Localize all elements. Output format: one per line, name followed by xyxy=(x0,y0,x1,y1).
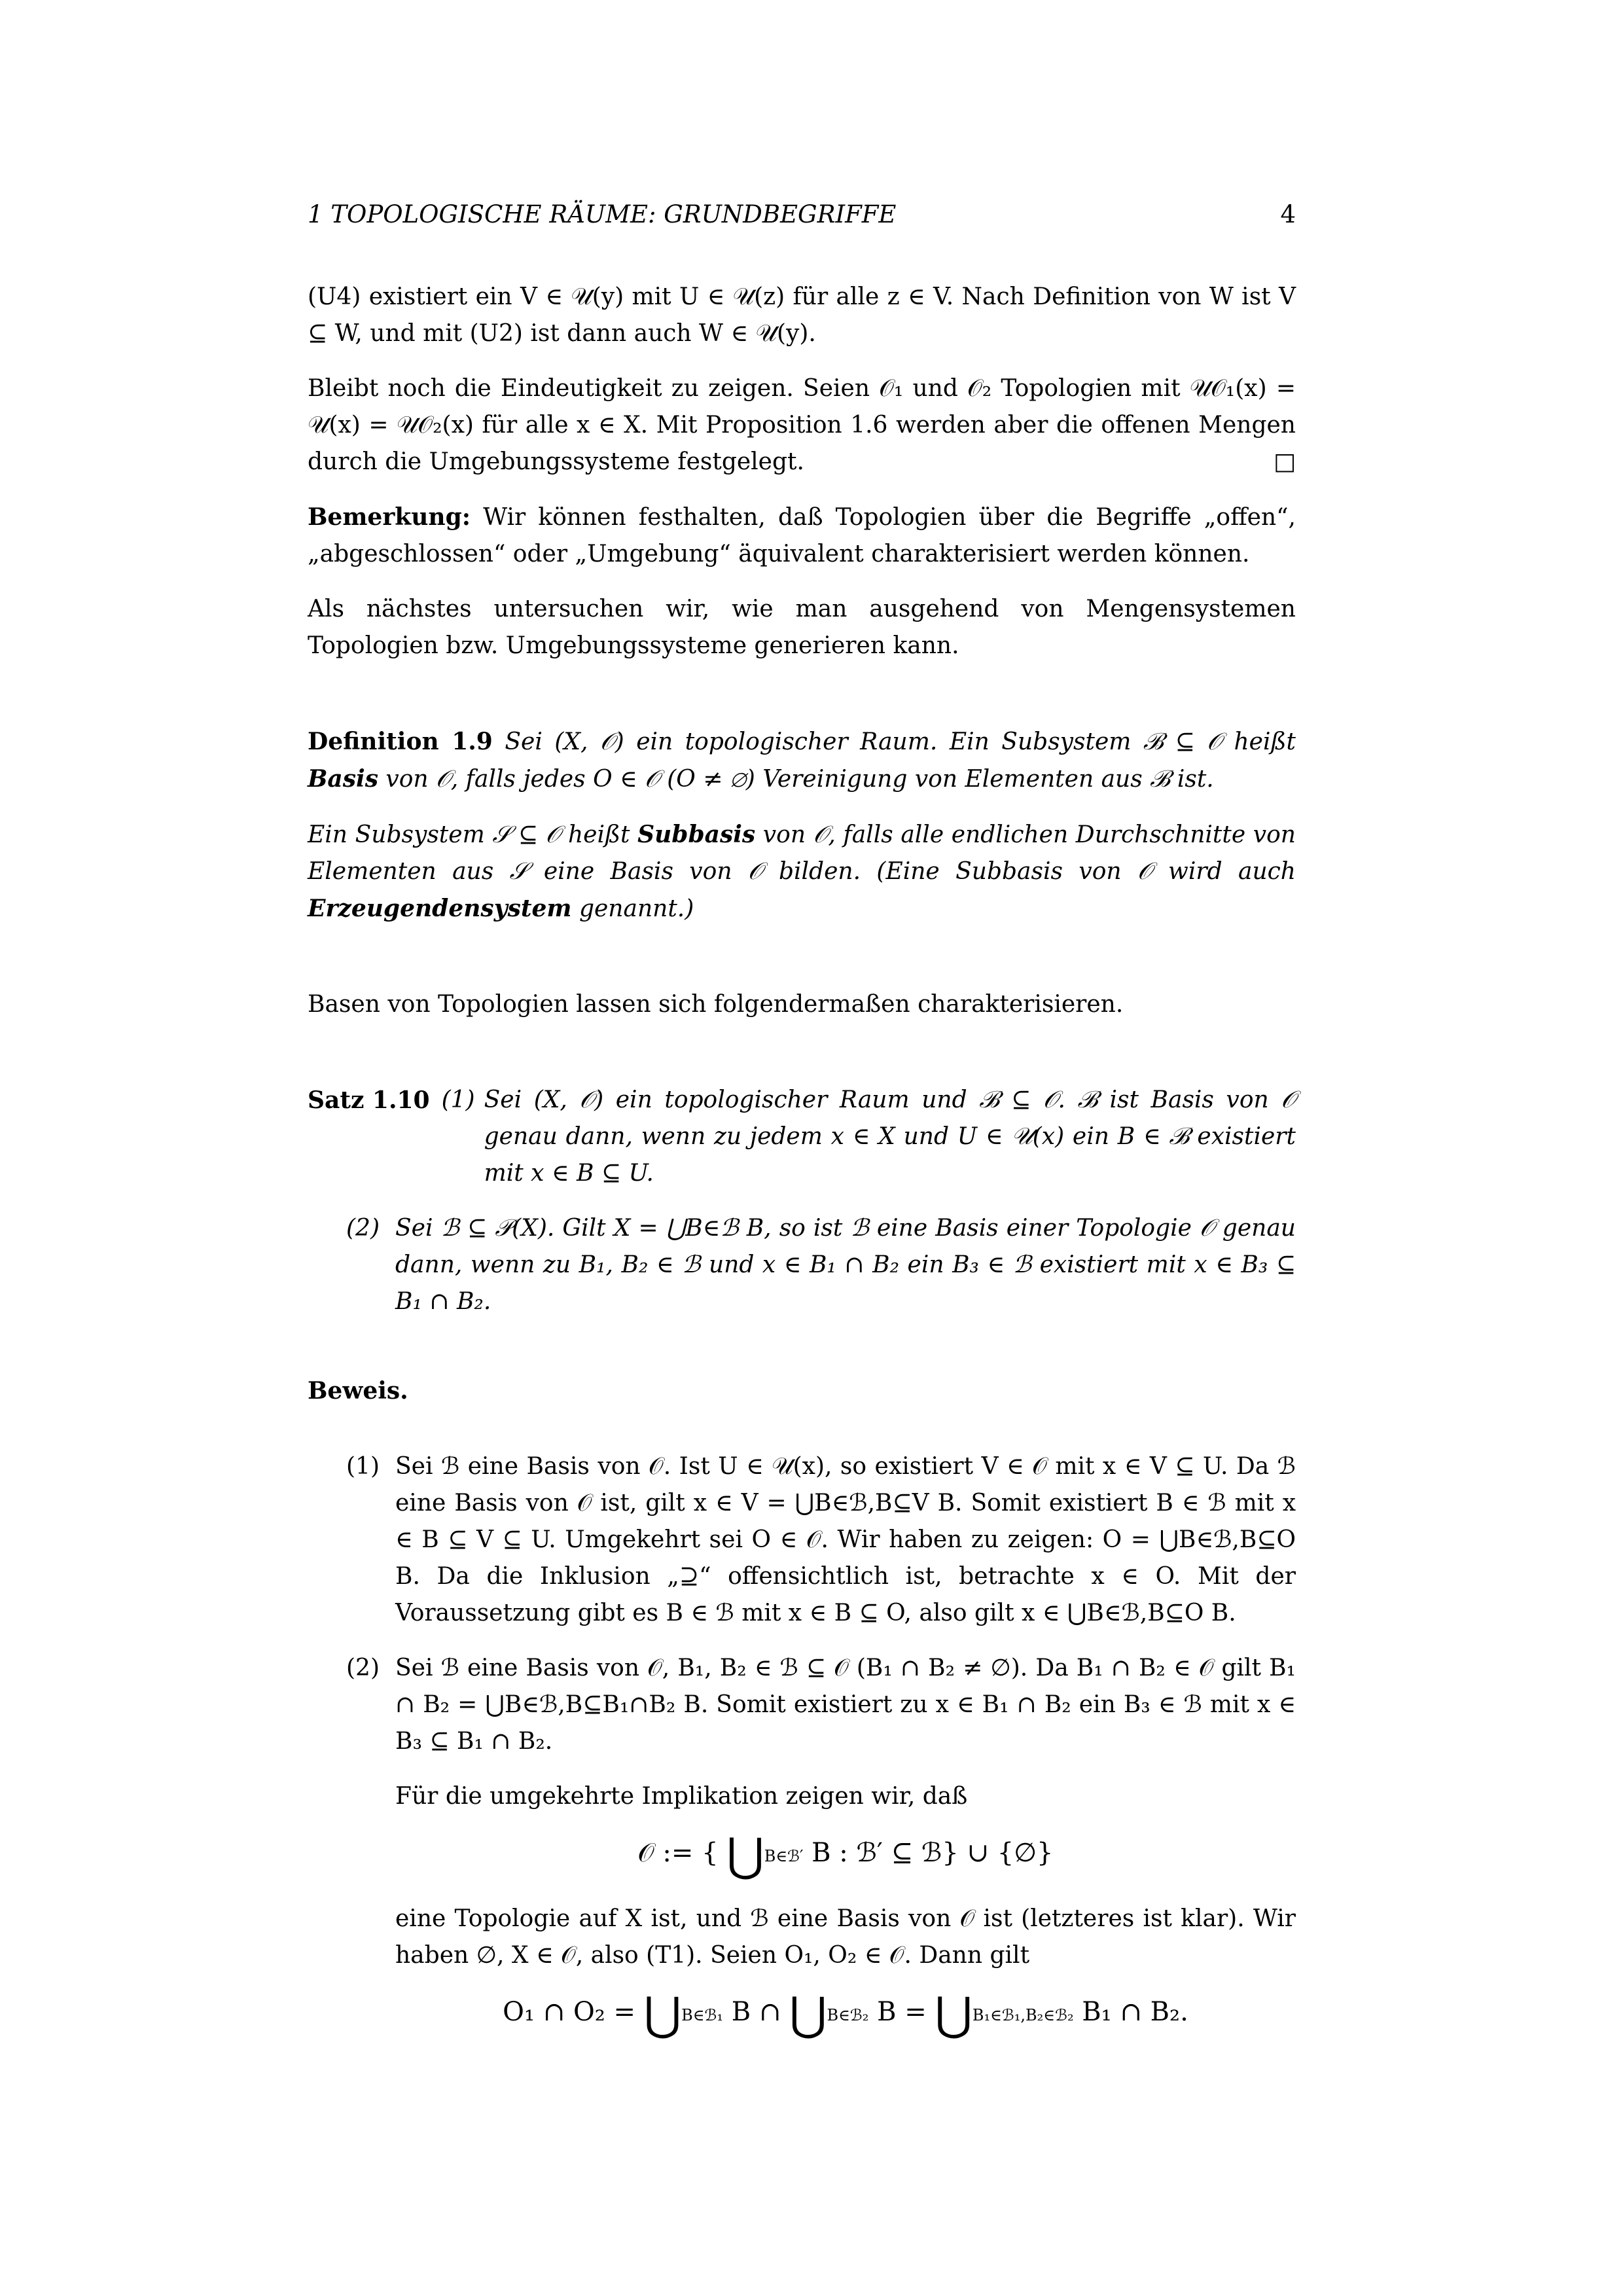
equation-1: 𝒪 := { ⋃B∈ℬ′ B : ℬ′ ⊆ ℬ} ∪ {∅} xyxy=(637,1828,1054,1882)
paragraph: Basen von Topologien lassen sich folgendermaßen charakterisieren. xyxy=(308,991,1124,1018)
proof-item: (2) Sei ℬ eine Basis von 𝒪, B₁, B₂ ∈ ℬ ⊆ 𝒪 (B₁ ∩ B₂ ≠ ∅). Da B₁ ∩ B₂ ∈ 𝒪 gilt B₁ ∩ B₂ = ⋃B∈ℬ,B⊆B₁∩B₂ B. Somit existiert zu x ∈ B₁ ∩ B₂ ein B₃ ∈ ℬ mit x ∈ B₃ ⊆ B₁ ∩ B₂. Für die umgekehrte Implikation zeigen wir, daß 𝒪 := { ⋃B∈ℬ′ B : ℬ′ ⊆ ℬ} ∪ {∅} eine Topologie auf X ist, und ℬ eine Basis von 𝒪 ist (letzteres ist klar). Wir haben ∅, X ∈ 𝒪, also (T1). Seien O₁, O₂ ∈ 𝒪. Dann gilt O₁ ∩ O₂ = ⋃B∈ℬ₁ B ∩ ⋃B∈ℬ₂ B = ⋃B₁∈ℬ₁,B₂∈ℬ₂ B₁ ∩ B₂. xyxy=(346,1655,1296,2041)
running-header xyxy=(308,196,1296,233)
paragraph: Als nächstes untersuchen wir, wie man ausgehend von Mengensystemen Topologien bzw. Umgebungssysteme generieren kann. xyxy=(308,596,1296,659)
proof-label: Beweis. xyxy=(308,1377,408,1405)
theorem-label: Satz 1.10 xyxy=(308,1086,430,1114)
theorem-item: (2) Sei ℬ ⊆ 𝒫(X). Gilt X = ⋃B∈ℬ B, so ist ℬ eine Basis einer Topologie 𝒪 genau dann, wenn zu B₁, B₂ ∈ ℬ und x ∈ B₁ ∩ B₂ ein B₃ ∈ ℬ existiert mit x ∈ B₃ ⊆ B₁ ∩ B₂. xyxy=(346,1215,1296,1315)
remark: Bemerkung: Wir können festhalten, daß Topologien über die Begriffe „offen“, „abgeschlossen“ oder „Umgebung“ äquivalent charakterisiert werden können. xyxy=(308,503,1296,567)
equation-2: O₁ ∩ O₂ = ⋃B∈ℬ₁ B ∩ ⋃B∈ℬ₂ B = ⋃B₁∈ℬ₁,B₂∈ℬ₂ B₁ ∩ B₂. xyxy=(503,1987,1188,2041)
theorem-block: Satz 1.10 (1) Sei (X, 𝒪) ein topologischer Raum und ℬ ⊆ 𝒪. ℬ ist Basis von 𝒪 genau dann, wenn zu jedem x ∈ X und U ∈ 𝒰(x) ein B ∈ ℬ existiert mit x ∈ B ⊆ U. (2) Sei ℬ ⊆ 𝒫(X). Gilt X = ⋃B∈ℬ B, so ist ℬ eine Basis einer Topologie 𝒪 genau dann, wenn zu B₁, B₂ ∈ ℬ und x ∈ B₁ ∩ B₂ ein B₃ ∈ ℬ existiert mit x ∈ B₃ ⊆ B₁ ∩ B₂. xyxy=(308,1082,1296,1320)
chapter-title: 1 TOPOLOGISCHE RÄUME: GRUNDBEGRIFFE xyxy=(308,200,897,228)
qed-symbol: □ xyxy=(1273,448,1296,475)
proof-item: (1) Sei ℬ eine Basis von 𝒪. Ist U ∈ 𝒰(x), so existiert V ∈ 𝒪 mit x ∈ V ⊆ U. Da ℬ eine Basis von 𝒪 ist, gilt x ∈ V = ⋃B∈ℬ,B⊆V B. Somit existiert B ∈ ℬ mit x ∈ B ⊆ V ⊆ U. Umgekehrt sei O ∈ 𝒪. Wir haben zu zeigen: O = ⋃B∈ℬ,B⊆O B. Da die Inklusion „⊇“ offensichtlich ist, betrachte x ∈ O. Mit der Voraussetzung gibt es B ∈ ℬ mit x ∈ B ⊆ O, also gilt x ∈ ⋃B∈ℬ,B⊆O B. xyxy=(346,1453,1296,1626)
document-page xyxy=(308,196,1296,2078)
definition-label: Definition 1.9 xyxy=(308,728,493,755)
page-number: 4 xyxy=(1280,200,1296,228)
paragraph: Bleibt noch die Eindeutigkeit zu zeigen. Seien 𝒪₁ und 𝒪₂ Topologien mit 𝒰𝒪₁(x) = 𝒰(x) = 𝒰𝒪₂(x) für alle x ∈ X. Mit Proposition 1.6 werden aber die offenen Mengen durch die Umgebungssysteme festgelegt. □ xyxy=(308,370,1296,480)
remark-label: Bemerkung: xyxy=(308,503,471,531)
paragraph: (U4) existiert ein V ∈ 𝒰(y) mit U ∈ 𝒰(z) für alle z ∈ V. Nach Definition von W ist V ⊆ W, und mit (U2) ist dann auch W ∈ 𝒰(y). xyxy=(308,283,1296,347)
definition-block: Definition 1.9 Sei (X, 𝒪) ein topologischer Raum. Ein Subsystem ℬ ⊆ 𝒪 heißt Basis von 𝒪, falls jedes O ∈ 𝒪 (O ≠ ∅) Vereinigung von Elementen aus ℬ ist. Ein Subsystem 𝒮 ⊆ 𝒪 heißt Subbasis von 𝒪, falls alle endlichen Durchschnitte von Elementen aus 𝒮 eine Basis von 𝒪 bilden. (Eine Subbasis von 𝒪 wird auch Erzeugendensystem genannt.) xyxy=(308,728,1296,922)
